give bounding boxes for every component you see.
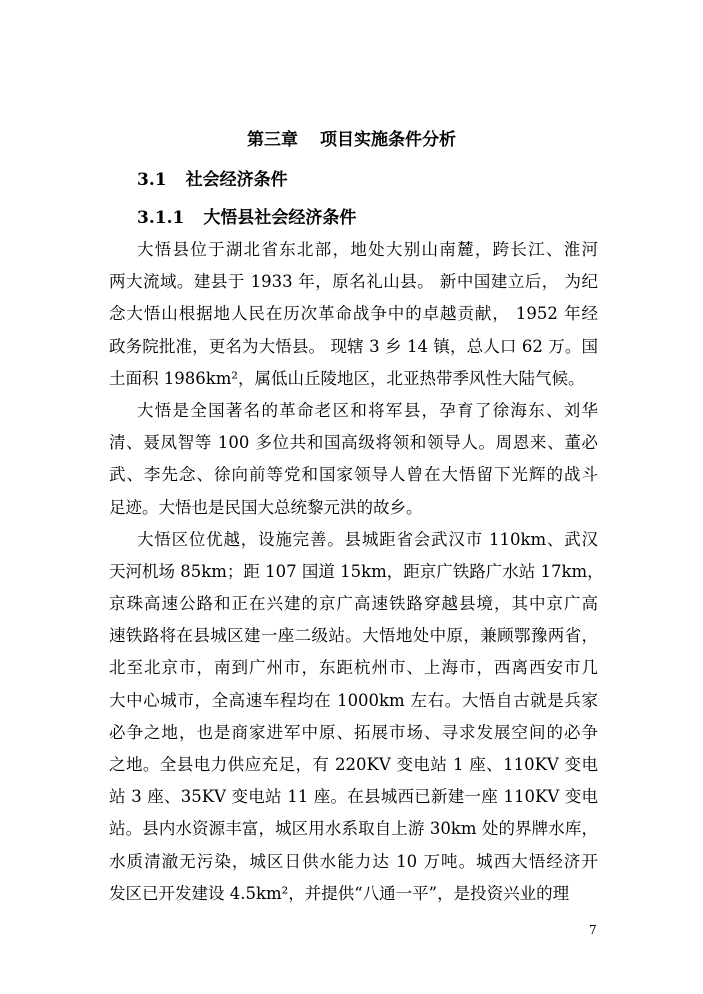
text-line: 北至北京市，南到广州市，东距杭州市、上海市，西离西安市几 (109, 658, 598, 678)
text-line: 念大悟山根据地人民在历次革命战争中的卓越贡献， 1952 年经 (109, 304, 598, 324)
text-line: 发区已开发建设 4.5km²，并提供“八通一平”，是投资兴业的理 (109, 883, 570, 903)
text-line: 大悟是全国著名的革命老区和将军县，孕育了徐海东、刘华 (137, 400, 598, 420)
subsection-title: 大悟县社会经济条件 (203, 208, 357, 228)
text-line: 足迹。大悟也是民国大总统黎元洪的故乡。 (109, 497, 423, 517)
text-line: 武、李先念、徐向前等党和国家领导人曾在大悟留下光辉的战斗 (109, 465, 598, 485)
chapter-label: 第三章 (247, 130, 298, 150)
paragraph (109, 395, 598, 524)
subsection-number: 3.1.1 (137, 208, 185, 228)
text-line: 清、聂凤智等 100 多位共和国高级将领和领导人。周恩来、董必 (109, 433, 598, 453)
text-line: 大悟县位于湖北省东北部，地处大别山南麓，跨长江、淮河 (137, 240, 598, 259)
section-heading (137, 168, 288, 192)
section-title: 社会经济条件 (185, 170, 288, 190)
text-line: 必争之地，也是商家进军中原、拓展市场、寻求发展空间的必争 (109, 722, 598, 742)
text-line: 大中心城市，全高速车程均在 1000km 左右。大悟自古就是兵家 (109, 690, 598, 710)
page-number: 7 (589, 923, 597, 937)
paragraph (109, 234, 598, 395)
body-text (109, 234, 604, 910)
text-line: 两大流域。建县于 1933 年，原名礼山县。 新中国建立后， 为纪 (109, 272, 598, 292)
subsection-heading (137, 206, 356, 230)
text-line: 之地。全县电力供应充足，有 220KV 变电站 1 座、110KV 变电 (109, 755, 598, 774)
section-number: 3.1 (137, 170, 167, 190)
paragraph (109, 524, 604, 910)
text-line: 水质清澈无污染，城区日供水能力达 10 万吨。城西大悟经济开 (109, 851, 598, 871)
text-line: 站。县内水资源丰富，城区用水系取自上游 30km 处的界牌水库， (109, 819, 598, 839)
text-line: 政务院批准，更名为大悟县。 现辖 3 乡 14 镇，总人口 62 万。国 (109, 336, 598, 356)
chapter-title (0, 128, 703, 152)
text-line: 速铁路将在县城区建一座二级站。大悟地处中原，兼顾鄂豫两省， (109, 626, 598, 646)
text-line: 天河机场 85km；距 107 国道 15km，距京广铁路广水站 17km， (109, 561, 604, 581)
text-line: 大悟区位优越，设施完善。县城距省会武汉市 110km、武汉 (137, 529, 598, 549)
chapter-name: 项目实施条件分析 (320, 130, 456, 150)
text-line: 土面积 1986km²，属低山丘陵地区，北亚热带季风性大陆气候。 (109, 368, 585, 388)
text-line: 京珠高速公路和正在兴建的京广高速铁路穿越县境，其中京广高 (109, 594, 598, 614)
text-line: 站 3 座、35KV 变电站 11 座。在县城西已新建一座 110KV 变电 (109, 787, 598, 807)
